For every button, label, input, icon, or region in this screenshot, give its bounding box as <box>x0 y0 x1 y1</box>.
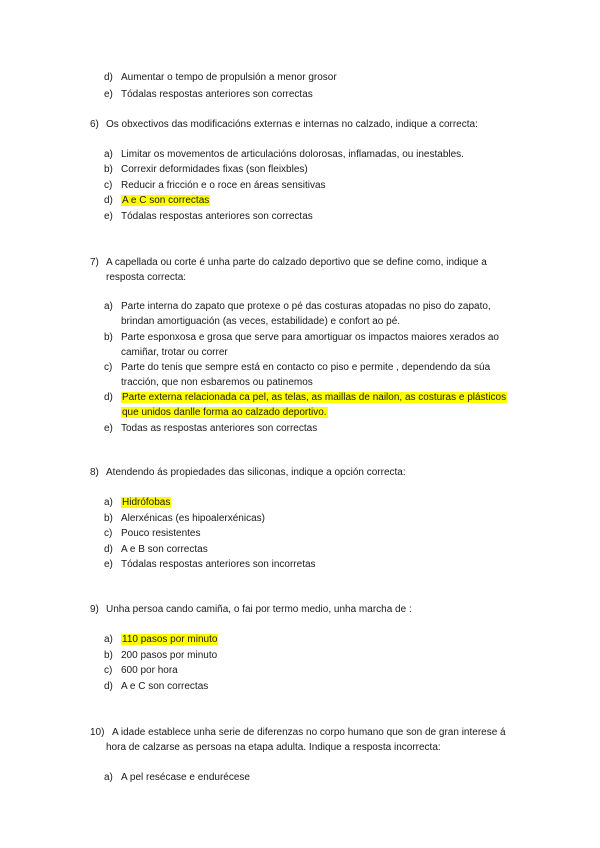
option-letter: a) <box>104 634 113 645</box>
option-text: A e B son correctas <box>121 544 208 555</box>
question-text: A capellada ou corte é unha parte do calzado deportivo que se define como, indique a <box>106 257 487 268</box>
option-letter: c) <box>104 180 113 191</box>
option-letter: e) <box>104 559 113 570</box>
question-number: 7) <box>90 257 99 268</box>
option-text: camiñar, trotar ou correr <box>121 347 228 358</box>
option-letter: b) <box>104 164 113 175</box>
question-text: Atendendo ás propiedades das siliconas, indique a opción correcta: <box>106 467 406 478</box>
option-text: Correxir deformidades fixas (son fleixbles) <box>121 164 308 175</box>
option-text-highlighted <box>121 194 210 208</box>
option-letter: c) <box>104 665 113 676</box>
option-letter: d) <box>104 544 113 555</box>
option-text: A pel resécase e endurécese <box>121 772 250 783</box>
question-number: 6) <box>90 119 99 130</box>
option-letter: a) <box>104 497 113 508</box>
option-text: Parte interna do zapato que protexe o pé das costuras atopadas no piso do zapato, <box>121 301 491 312</box>
highlight-mark: A e C son correctas <box>122 195 210 206</box>
option-letter: d) <box>104 681 113 692</box>
option-text: 600 por hora <box>121 665 178 676</box>
option-letter: c) <box>104 528 113 539</box>
option-letter: b) <box>104 332 113 343</box>
highlight-mark: que unidos danlle forma ao calzado deportivo. <box>122 407 327 418</box>
option-letter: a) <box>104 149 113 160</box>
option-text: brindan amortiguación (as veces, estabilidade) e confort ao pé. <box>121 316 401 327</box>
option-letter: c) <box>104 362 113 373</box>
option-text: Tódalas respostas anteriores son correctas <box>121 211 313 222</box>
option-letter: e) <box>104 89 113 100</box>
option-text: Tódalas respostas anteriores son incorretas <box>121 559 316 570</box>
highlight-mark: 110 pasos por minuto <box>122 634 218 645</box>
option-letter: a) <box>104 772 113 783</box>
highlight-mark: Hidrófobas <box>122 497 171 508</box>
option-text: Reducir a fricción e o roce en áreas sensitivas <box>121 180 326 191</box>
option-text-highlighted <box>121 406 328 420</box>
option-text: Aumentar o tempo de propulsión a menor grosor <box>121 72 337 83</box>
option-text: Limitar os movementos de articulacións dolorosas, inflamadas, ou inestables. <box>121 149 464 160</box>
option-text: Tódalas respostas anteriores son correctas <box>121 89 313 100</box>
option-text: 200 pasos por minuto <box>121 650 218 661</box>
question-number: 9) <box>90 604 99 615</box>
option-text-highlighted <box>121 496 171 510</box>
option-text: A e C son correctas <box>121 681 209 692</box>
option-letter: b) <box>104 513 113 524</box>
option-text: Alerxénicas (es hipoalerxénicas) <box>121 513 265 524</box>
question-text: hora de calzarse as persoas na etapa adulta. Indique a resposta incorrecta: <box>106 742 441 753</box>
option-letter: e) <box>104 211 113 222</box>
option-text: tracción, que non esbaremos ou patinemos <box>121 377 313 388</box>
question-text: Unha persoa cando camiña, o fai por termo medio, unha marcha de : <box>106 604 412 615</box>
option-letter: a) <box>104 301 113 312</box>
option-letter: d) <box>104 72 113 83</box>
question-number: 8) <box>90 467 99 478</box>
option-text: Parte do tenis que sempre está en contacto co piso e permite , dependendo da súa <box>121 362 491 373</box>
question-text: A idade establece unha serie de diferenzas no corpo humano que son de gran interese á <box>112 727 506 738</box>
option-letter: d) <box>104 195 113 206</box>
option-text: Pouco resistentes <box>121 528 201 539</box>
highlight-mark: Parte externa relacionada ca pel, as telas, as maillas de nailon, as costuras e plásticos <box>122 392 507 403</box>
question-number: 10) <box>90 727 105 738</box>
option-text: Todas as respostas anteriores son correctas <box>121 423 318 434</box>
question-text: resposta correcta: <box>106 272 187 283</box>
option-text-highlighted <box>121 633 218 647</box>
option-text-highlighted <box>121 391 507 405</box>
option-letter: e) <box>104 423 113 434</box>
option-letter: d) <box>104 392 113 403</box>
question-text: Os obxectivos das modificacións externas e internas no calzado, indique a correcta: <box>106 119 478 130</box>
option-letter: b) <box>104 650 113 661</box>
option-text: Parte esponxosa e grosa que serve para amortiguar os impactos maiores xerados ao <box>121 332 499 343</box>
